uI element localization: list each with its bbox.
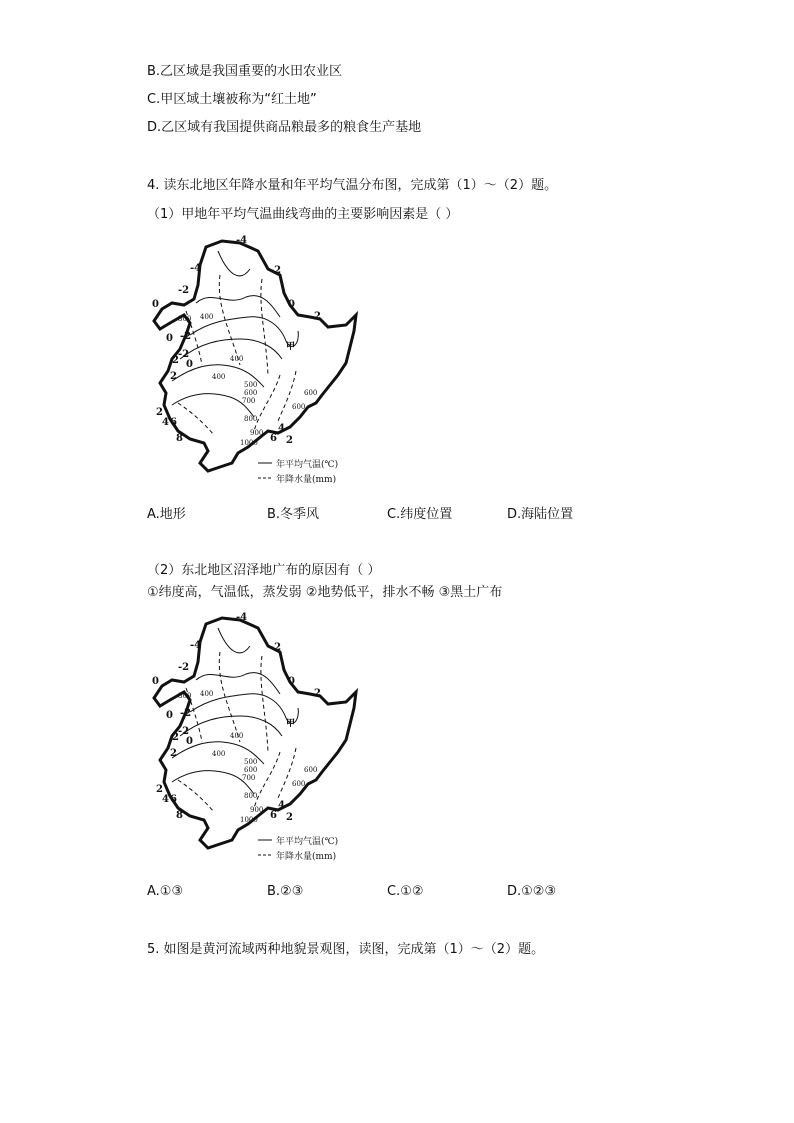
temp-label: 2: [172, 732, 179, 743]
temp-label: 2: [286, 812, 293, 823]
option-a[interactable]: A.地形: [147, 507, 186, 522]
precip-isoline: [278, 371, 296, 421]
legend-precip: 年降水量(mm): [276, 475, 337, 485]
temp-label: -4: [190, 640, 202, 651]
temp-label: 0: [152, 676, 159, 687]
temp-label: -2: [178, 662, 190, 673]
precip-label: 300: [178, 315, 192, 323]
question-4-2-statements: ①纬度高，气温低，蒸发弱 ②地势低平，排水不畅 ③黑土广布: [147, 585, 503, 600]
temp-label: 2: [156, 407, 163, 418]
temp-label: 2: [286, 435, 293, 446]
precip-label: 600: [244, 389, 258, 397]
precip-label: 700: [242, 774, 256, 782]
precip-isoline: [254, 375, 280, 431]
precip-isoline: [261, 656, 268, 752]
precip-label: 900: [250, 429, 264, 437]
temp-label: -2: [180, 708, 192, 719]
temp-label: 2: [172, 355, 179, 366]
option-c-text: C.甲区域土壤被称为“红土地”: [147, 92, 317, 107]
northeast-map-1: [150, 235, 365, 485]
temp-isoline: [218, 251, 250, 276]
temp-label: 0: [166, 710, 173, 721]
option-c[interactable]: C.纬度位置: [387, 507, 453, 522]
temp-isoline: [190, 694, 298, 724]
temp-label: -2: [178, 726, 190, 737]
option-b[interactable]: B.②③: [267, 884, 304, 899]
temp-label: 6: [170, 794, 177, 805]
precip-isoline: [219, 652, 240, 742]
temp-label: -2: [270, 642, 282, 653]
temp-label: 0: [186, 736, 193, 747]
question-4-stem: 4. 读东北地区年降水量和年平均气温分布图，完成第（1）～（2）题。: [147, 178, 558, 193]
option-b-text: B.乙区域是我国重要的水田农业区: [147, 64, 343, 79]
place-label: 甲: [286, 342, 296, 352]
temp-label: -2: [178, 349, 190, 360]
temp-label: -4: [190, 263, 202, 274]
temp-isoline: [190, 317, 298, 347]
temp-label: 2: [170, 748, 177, 759]
precip-label: 800: [244, 415, 258, 423]
precip-label: 300: [178, 692, 192, 700]
precip-isoline: [219, 275, 240, 365]
precip-label: 700: [242, 397, 256, 405]
precip-label: 600: [304, 766, 318, 774]
option-a[interactable]: A.①③: [147, 884, 184, 899]
option-b[interactable]: B.冬季风: [267, 507, 320, 522]
option-c[interactable]: C.①②: [387, 884, 424, 899]
question-5-stem: 5. 如图是黄河流域两种地貌景观图，读图，完成第（1）～（2）题。: [147, 942, 545, 957]
option-d[interactable]: D.海陆位置: [507, 507, 574, 522]
temp-label: -2: [178, 285, 190, 296]
temp-label: 4: [278, 800, 285, 811]
temp-label: -4: [236, 235, 248, 246]
precip-label: 600: [304, 389, 318, 397]
precip-label: 500: [244, 758, 258, 766]
temp-label: 8: [176, 433, 183, 444]
temp-label: 6: [270, 810, 277, 821]
precip-label: 1000: [240, 439, 258, 447]
precip-isoline: [261, 279, 268, 375]
map-figure: [150, 235, 365, 485]
temp-label: 4: [278, 423, 285, 434]
precip-label: 1000: [240, 816, 258, 824]
precip-label: 800: [244, 792, 258, 800]
temp-label: 0: [152, 299, 159, 310]
precip-label: 900: [250, 806, 264, 814]
map-figure: [150, 612, 365, 862]
northeast-map-2: [150, 612, 365, 862]
precip-label: 600: [292, 403, 306, 411]
temp-label: 0: [288, 299, 295, 310]
temp-label: 6: [270, 433, 277, 444]
temp-label: -2: [270, 265, 282, 276]
precip-label: 600: [244, 766, 258, 774]
precip-label: 400: [230, 355, 244, 363]
temp-label: 6: [170, 417, 177, 428]
precip-isoline: [254, 752, 280, 808]
option-d[interactable]: D.①②③: [507, 884, 557, 899]
precip-label: 600: [292, 780, 306, 788]
temp-label: 2: [314, 688, 321, 699]
legend-temp: 年平均气温(℃): [276, 837, 339, 847]
temp-label: 4: [162, 794, 169, 805]
temp-label: 2: [156, 784, 163, 795]
precip-label: 400: [200, 313, 214, 321]
precip-isoline: [278, 748, 296, 798]
temp-label: 0: [186, 359, 193, 370]
precip-label: 400: [230, 732, 244, 740]
question-4-1-stem: （1）甲地年平均气温曲线弯曲的主要影响因素是（ ）: [147, 207, 459, 222]
precip-label: 400: [200, 690, 214, 698]
temp-label: 4: [162, 417, 169, 428]
temp-isoline: [218, 628, 250, 653]
precip-label: 400: [212, 373, 226, 381]
precip-isoline: [178, 403, 214, 435]
question-4-2-stem: （2）东北地区沼泽地广布的原因有（ ）: [147, 563, 381, 578]
option-d-text: D.乙区域有我国提供商品粮最多的粮食生产基地: [147, 120, 422, 135]
temp-label: 0: [288, 676, 295, 687]
place-label: 甲: [286, 719, 296, 729]
legend-temp: 年平均气温(℃): [276, 460, 339, 470]
temp-label: -4: [236, 612, 248, 623]
temp-label: 0: [166, 333, 173, 344]
precip-label: 500: [244, 381, 258, 389]
legend-precip: 年降水量(mm): [276, 852, 337, 862]
precip-isoline: [178, 780, 214, 812]
temp-label: 8: [176, 810, 183, 821]
temp-label: 2: [314, 311, 321, 322]
precip-label: 400: [212, 750, 226, 758]
temp-label: 2: [170, 371, 177, 382]
temp-label: -2: [180, 331, 192, 342]
